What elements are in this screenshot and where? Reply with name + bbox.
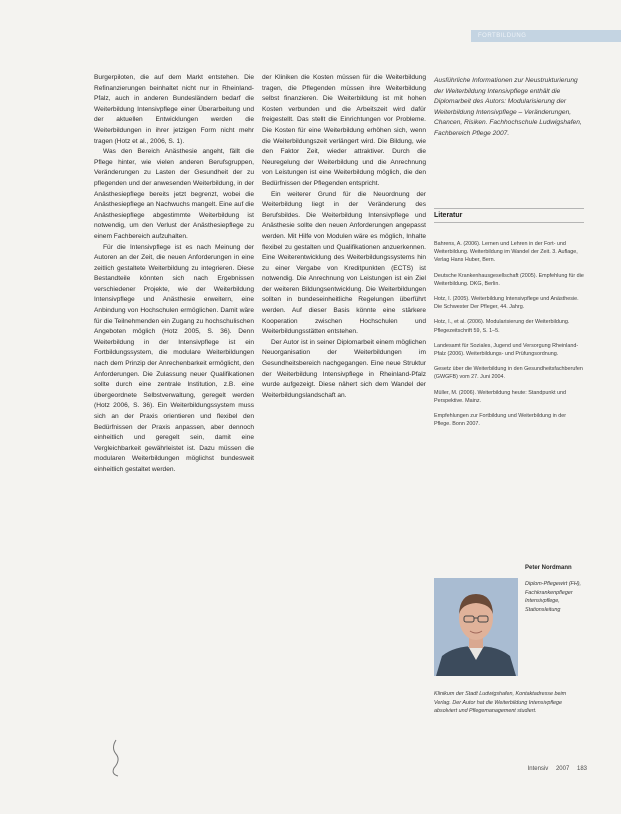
- running-head: FORTBILDUNG: [478, 33, 527, 39]
- literature-list: [434, 240, 584, 435]
- paragraph: der Kliniken die Kosten müssen für die Weiterbildung tragen, die Pflegenden müssen ihre Weiterbildung selbst finanzieren. Die Weiterbildung ist mit hohen Kosten verbunden und die Arbeitszeit wird dafür freigestellt. Das stellt die Einrichtungen vor Probleme. Die Kosten für eine Weiterbildung erhöhen sich, wenn die Weiterbildungszeit verlängert wird. Die Bildung, wie den Faktor Zeit, wieder attraktiver. Durch die Neuregelung der Weiterbildung und die Anrechnung von Leistungen ist eine Weiterbildung möglich, die den Bedürfnissen der Pflegenden entspricht.: [262, 74, 426, 187]
- pen-mark: [108, 738, 124, 778]
- literature-entry: Hotz, I. (2005). Weiterbildung Intensivpflege und Anästhesie. Die Schwester Der Pfleger, 44. Jahrg.: [434, 296, 579, 311]
- literature-entry: Hotz, I., et al. (2006). Modularisierung der Weiterbildung. Pflegezeitschrift 59, S. 1–5.: [434, 319, 570, 334]
- literature-entry: Bahrens, A. (2006). Lernen und Lehren in der Fort- und Weiterbildung. Weiterbildung im Wandel der Zeit. 3. Auflage, Verlag Hans Huber, Bern.: [434, 241, 578, 264]
- paragraph: Der Autor ist in seiner Diplomarbeit einem möglichen Neuorganisation der Weiterbildungen im Gesundheitsbereich nachgegangen. Eine neue Struktur der Weiterbildung Intensivpflege in Rheinland-Pfalz wurde aufgezeigt. Diese nähert sich dem Wandel der Weiterbildungslandschaft an.: [262, 338, 426, 399]
- portrait-image: [434, 578, 518, 676]
- author-bio: Diplom-Pflegewirt (FH), Fachkrankenpfleger Intensivpflege, Stationsleitung: [525, 581, 582, 613]
- page-footer: [487, 766, 587, 772]
- literature-entry: Empfehlungen zur Fortbildung und Weiterbildung in der Pflege. Bonn 2007.: [434, 413, 567, 428]
- divider: [434, 208, 584, 209]
- paragraph: Was den Bereich Anästhesie angeht, fällt die Pflege hinter, wie vielen anderen Berufsgruppen, Veränderungen zu Lasten der Gesundheit der zu pflegenden und der anwesenden Weiterbildung, in der Anästhesiepflege bereits jetzt begrenzt, wobei die Anästhesiepflege an Nachwuchs mangelt. Eine auf die Anästhesiepflege abgestimmte Weiterbildung ist notwendig, um den Verlust der Anästhesiepflege zu einem Fachbereich aufzuhalten.: [94, 148, 254, 240]
- literature-entry: Gesetz über die Weiterbildung in den Gesundheitsfachberufen (GWGFB) vom 27. Juni 2004.: [434, 366, 583, 381]
- author-photo: [434, 578, 518, 676]
- issue-number: 2007: [555, 766, 570, 772]
- literature-entry: Deutsche Krankenhausgesellschaft (2005). Empfehlung für die Weiterbildung. DKG, Berlin.: [434, 272, 584, 287]
- literature-heading: Literatur: [434, 212, 584, 223]
- journal-name: Intensiv: [527, 766, 549, 772]
- author-bio-continued: Klinikum der Stadt Ludwigshafen, Kontaktadresse beim Verlag. Der Autor hat die Weiterbildung Intensivpflege absolviert und Pflegemanagement studiert.: [434, 691, 567, 715]
- paragraph: Ein weiterer Grund für die Neuordnung der Weiterbildung liegt in der Veränderung des Berufsbildes. Die Weiterbildung Intensivpflege und Anästhesie sollte den neuen Anforderungen angepasst werden. Mit Hilfe von Modulen wäre es möglich, Inhalte flexibel zu gestalten und Qualifikationen anzuerkennen. Eine Weiterentwicklung des Weiterbildungssystems hin zu einer Vergabe von Kreditpunkten (ECTS) ist notwendig. Die Anrechnung von Leistungen ist ein Ziel der weiteren Bildungsentwicklung. Die Weiterbildungen sollten in bundeseinheitliche Regelungen überführt werden. Auf dieser Basis könnte eine stärkere Kooperation zwischen Hochschulen und Weiterbildungsstätten entstehen.: [262, 190, 426, 336]
- paragraph: Für die Intensivpflege ist es nach Meinung der Autoren an der Zeit, die neuen Anforderungen in eine zeitlich gestaltete Weiterbildung zu integrieren. Diese Bestandteile könnten sich nach Ergebnissen verschiedener Projekte, wie der Weiterbildung Intensivpflege und Anästhesie erweitern, eine Anbindung von Hochschulen ermöglichen. Damit wäre für die Teilnehmenden ein Zugang zu hochschulischen Angeboten möglich (Hotz 2005, S. 36). Denn Weiterbildung in der Intensivpflege ist ein Fortbildungssystem, die modulare Weiterbildungen nach dem Prinzip der Anrechenbarkeit ermöglicht, den Anforderungen. Die Zulassung neuer Qualifikationen sollte durch eine zentrale Institution, z.B. eine übergeordnete Selbstverwaltung, geregelt werden (Hotz 2006, S. 36). Ein Weiterbildungssystem muss sich an der Praxis orientieren und flexibel den Bedürfnissen der Praxis anpassen, aber dennoch einheitlich und geregelt sein, damit eine Vergleichbarkeit gewährleistet ist. Dazu müssen die modularen Weiterbildungen möglichst bundesweit einheitlich gestaltet werden.: [94, 243, 254, 473]
- info-note: Ausführliche Informationen zur Neustrukturierung der Weiterbildung Intensivpflege enthält die Diplomarbeit des Autors: Modularisierung der Weiterbildung Intensivpflege – Veränderungen, Chancen, Risiken. Fachhochschule Ludwigshafen, Fachbereich Pflege 2007.: [434, 77, 582, 137]
- page-number: 183: [576, 766, 587, 772]
- literature-entry: Landesamt für Soziales, Jugend und Versorgung Rheinland-Pfalz (2006). Weiterbildungs- und Prüfungsordnung.: [434, 342, 579, 358]
- literature-entry: Müller, M. (2006). Weiterbildung heute: Standpunkt und Perspektive. Mainz.: [434, 389, 567, 404]
- paragraph: Burgerpiloten, die auf dem Markt entstehen. Die Refinanzierungen beinhaltet nicht nur in Rheinland-Pfalz, auch in anderen Bundesländern bedarf die Weiterbildung Intensivpflege einer Überarbeitung und der aktuellen Entwicklungen werden die Weiterbildungen in ihrer jetzigen Form nicht mehr tragen (Hotz et al., 2006, S. 1).: [94, 74, 254, 145]
- body-column-1: [94, 73, 254, 476]
- body-column-2: [262, 73, 426, 401]
- author-name: Peter Nordmann: [525, 565, 572, 571]
